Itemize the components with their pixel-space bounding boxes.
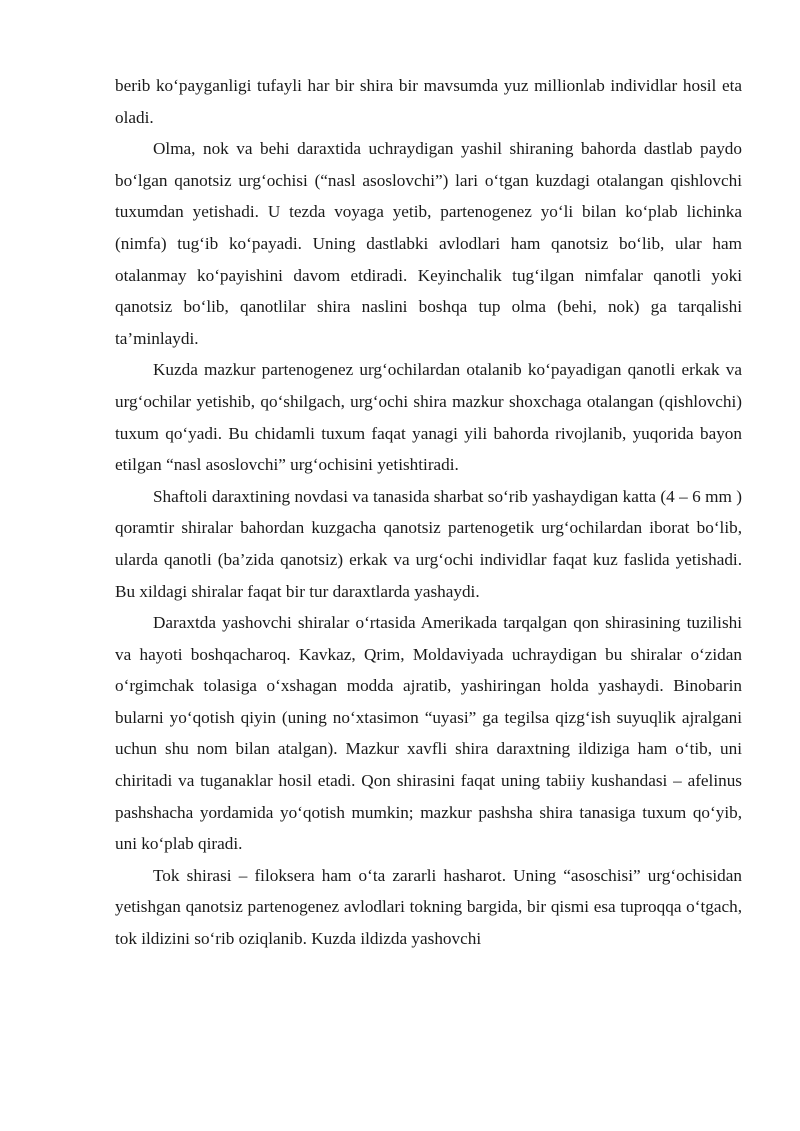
paragraph-2: Olma, nok va behi daraxtida uchraydigan yashil shiraning bahorda dastlab paydo bo‘lgan qanotsiz urg‘ochisi (“nasl asoslovchi”) lari o‘tgan kuzdagi otalangan qishlovchi tuxumdan yetishadi. U tezda voyaga yetib, partenogenez yo‘li bilan ko‘plab lichinka (nimfa) tug‘ib ko‘payadi. Uning dastlabki avlodlari ham qanotsiz bo‘lib, ular ham otalanmay ko‘payishini davom etdiradi. Keyinchalik tug‘ilgan nimfalar qanotli yoki qanotsiz bo‘lib, qanotlilar shira naslini boshqa tup olma (behi, nok) ga tarqalishi ta’minlaydi. xyxy=(115,139,742,348)
paragraph-6: Tok shirasi – filoksera ham o‘ta zararli hasharot. Uning “asoschisi” urg‘ochisidan yetishgan qanotsiz partenogenez avlodlari tokning bargida, bir qismi esa tuproqqa o‘tgach, tok ildizini so‘rib oziqlanib. Kuzda ildizda yashovchi xyxy=(115,865,742,949)
paragraph-1: berib ko‘payganligi tufayli har bir shira bir mavsumda yuz millionlab individlar hosil eta oladi. xyxy=(115,76,742,127)
paragraph-5: Daraxtda yashovchi shiralar o‘rtasida Amerikada tarqalgan qon shirasining tuzilishi va hayoti boshqacharoq. Kavkaz, Qrim, Moldaviyada uchraydigan bu shiralar o‘zidan o‘rgimchak tolasiga o‘xshagan modda ajratib, yashiringan holda yashaydi. Binobarin bularni yo‘qotish qiyin (uning no‘xtasimon “uyasi” ga tegilsa qizg‘ish suyuqlik ajralgani uchun shu nom bilan atalgan). Mazkur xavfli shira daraxtning ildiziga ham o‘tib, uni chiritadi va tuganaklar hosil etadi. Qon shirasini faqat uning tabiiy kushandasi – afelinus pashshacha yordamida yo‘qotish mumkin; mazkur pashsha shira tanasiga tuxum qo‘yib, uni ko‘plab qiradi. xyxy=(115,613,742,854)
paragraph-3: Kuzda mazkur partenogenez urg‘ochilardan otalanib ko‘payadigan qanotli erkak va urg‘ochilar yetishib, qo‘shilgach, urg‘ochi shira mazkur shoxchaga otalangan (qishlovchi) tuxum qo‘yadi. Bu chidamli tuxum faqat yanagi yili bahorda rivojlanib, yuqorida bayon etilgan “nasl asoslovchi” urg‘ochisini yetishtiradi. xyxy=(115,360,742,475)
document-page xyxy=(115,70,742,955)
paragraph-4: Shaftoli daraxtining novdasi va tanasida sharbat so‘rib yashaydigan katta (4 – 6 mm ) qoramtir shiralar bahordan kuzgacha qanotsiz partenogetik urg‘ochilardan iborat bo‘lib, ularda qanotli (ba’zida qanotsiz) erkak va urg‘ochi individlar faqat kuz faslida yetishadi. Bu xildagi shiralar faqat bir tur daraxtlarda yashaydi. xyxy=(115,486,742,601)
